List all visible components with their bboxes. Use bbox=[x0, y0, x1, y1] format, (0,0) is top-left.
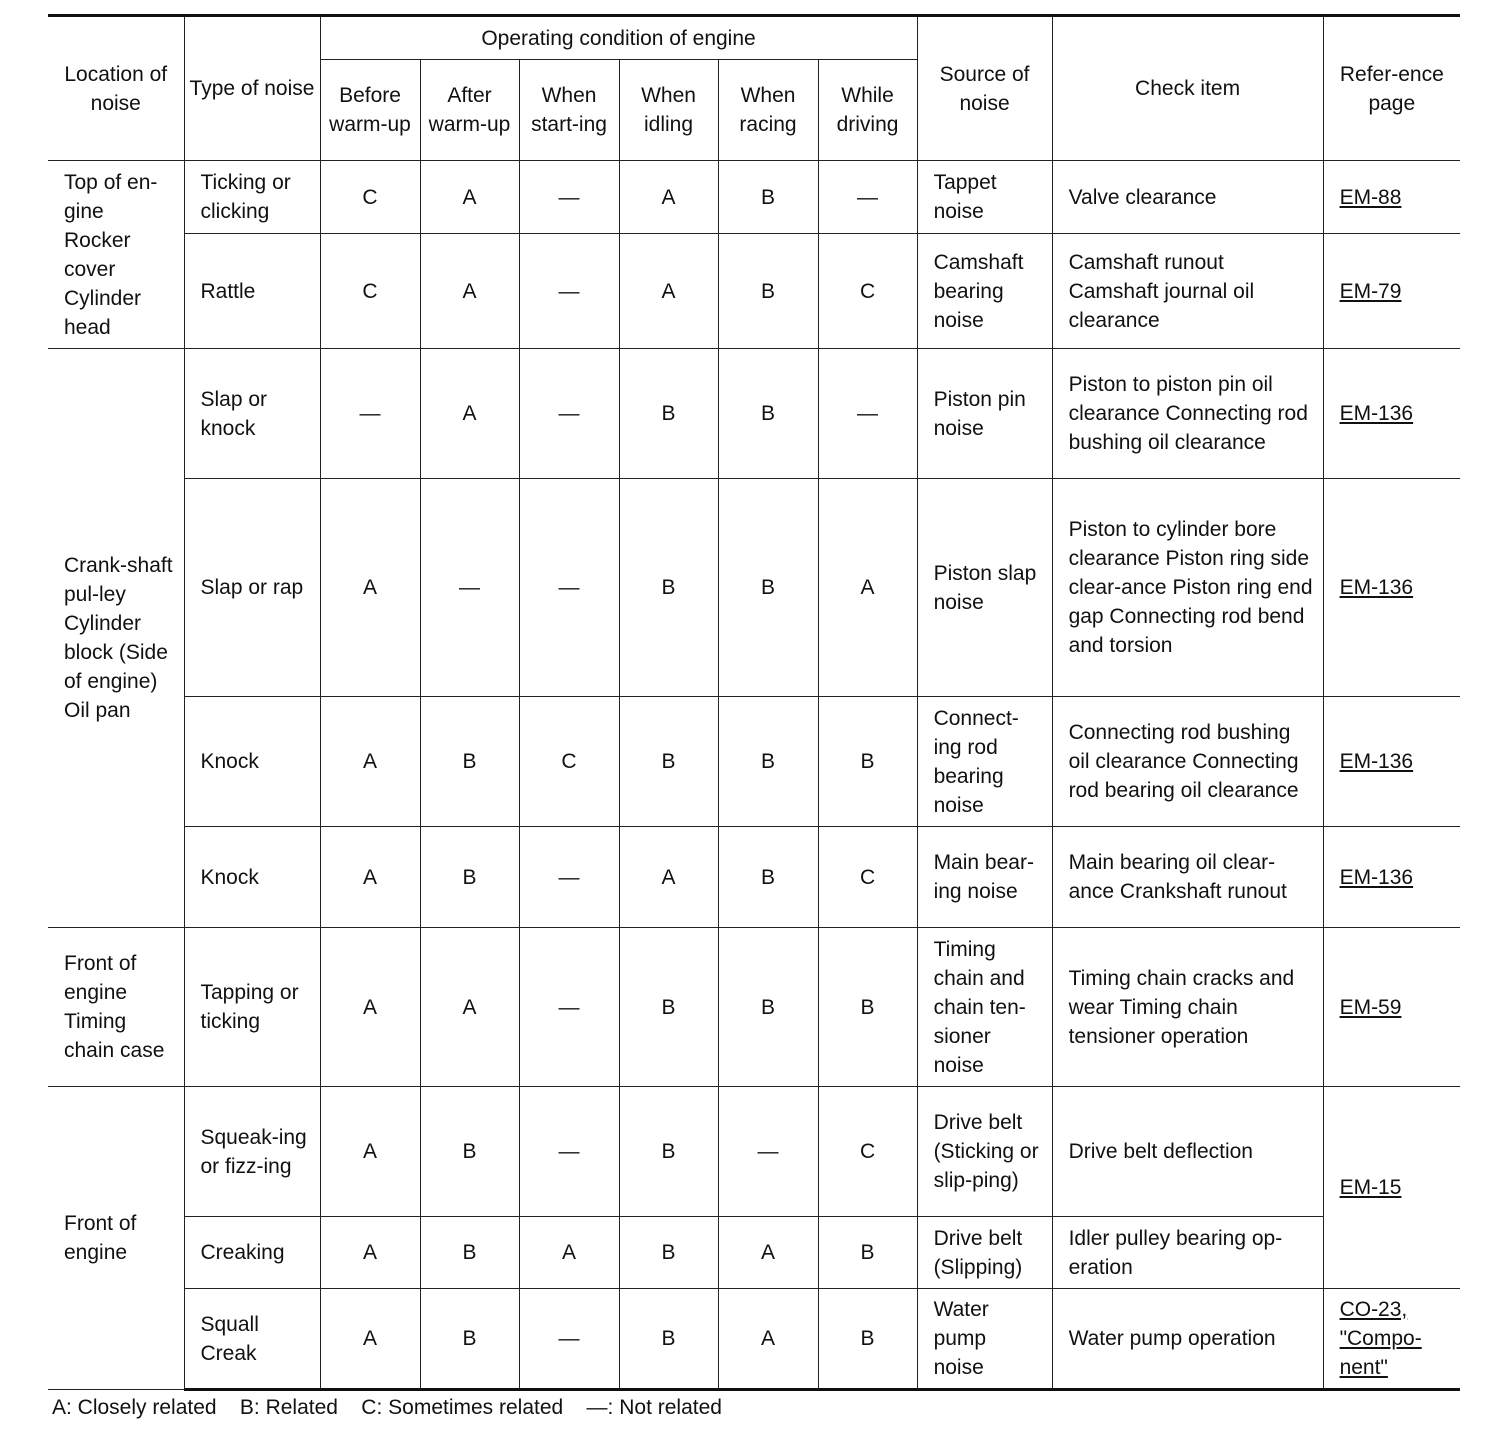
header-when-idling: When idling bbox=[619, 60, 718, 161]
condition-cell: C bbox=[519, 697, 619, 827]
condition-cell: B bbox=[619, 349, 718, 479]
condition-cell: B bbox=[718, 234, 818, 349]
condition-cell: B bbox=[718, 349, 818, 479]
noise-type-cell: Squeak-ing or fizz-ing bbox=[184, 1087, 320, 1217]
check-item-cell: Idler pulley bearing op-eration bbox=[1052, 1217, 1323, 1289]
condition-cell: B bbox=[818, 697, 917, 827]
noise-type-cell: Creaking bbox=[184, 1217, 320, 1289]
header-before-warm-up: Before warm-up bbox=[320, 60, 420, 161]
condition-cell: A bbox=[320, 479, 420, 697]
table-row bbox=[48, 928, 1460, 1087]
condition-cell: A bbox=[519, 1217, 619, 1289]
condition-cell: A bbox=[818, 479, 917, 697]
condition-cell: B bbox=[420, 1087, 519, 1217]
header-source: Source of noise bbox=[917, 16, 1052, 161]
condition-cell: B bbox=[619, 1217, 718, 1289]
condition-cell: A bbox=[718, 1217, 818, 1289]
condition-cell: A bbox=[320, 827, 420, 928]
condition-cell: — bbox=[420, 479, 519, 697]
table-row bbox=[48, 161, 1460, 234]
location-cell: Crank-shaft pul-ley Cylinder block (Side of engine) Oil pan bbox=[48, 349, 184, 928]
condition-cell: B bbox=[619, 928, 718, 1087]
header-while-driving: While driving bbox=[818, 60, 917, 161]
check-item-cell: Camshaft runout Camshaft journal oil clearance bbox=[1052, 234, 1323, 349]
source-cell: Main bear-ing noise bbox=[917, 827, 1052, 928]
header-when-racing: When racing bbox=[718, 60, 818, 161]
condition-cell: A bbox=[619, 161, 718, 234]
condition-cell: A bbox=[420, 161, 519, 234]
source-cell: Drive belt (Sticking or slip-ping) bbox=[917, 1087, 1052, 1217]
condition-cell: — bbox=[519, 827, 619, 928]
condition-cell: — bbox=[818, 349, 917, 479]
noise-diagnosis-table bbox=[48, 14, 1460, 1391]
condition-cell: B bbox=[619, 479, 718, 697]
condition-cell: C bbox=[320, 161, 420, 234]
reference-link[interactable]: EM-136 bbox=[1323, 479, 1460, 697]
table-row bbox=[48, 479, 1460, 697]
condition-cell: B bbox=[818, 1217, 917, 1289]
location-cell: Front of engine bbox=[48, 1087, 184, 1390]
header-when-starting: When start-ing bbox=[519, 60, 619, 161]
source-cell: Connect-ing rod bearing noise bbox=[917, 697, 1052, 827]
header-check-item: Check item bbox=[1052, 16, 1323, 161]
check-item-cell: Valve clearance bbox=[1052, 161, 1323, 234]
condition-cell: B bbox=[818, 1289, 917, 1390]
table-row bbox=[48, 349, 1460, 479]
location-cell: Top of en-gine Rocker cover Cylinder head bbox=[48, 161, 184, 349]
header-location: Location of noise bbox=[48, 16, 184, 161]
condition-cell: A bbox=[320, 1289, 420, 1390]
condition-cell: — bbox=[818, 161, 917, 234]
source-cell: Camshaft bearing noise bbox=[917, 234, 1052, 349]
table-row bbox=[48, 1217, 1460, 1289]
check-item-cell: Water pump operation bbox=[1052, 1289, 1323, 1390]
source-cell: Timing chain and chain ten-sioner noise bbox=[917, 928, 1052, 1087]
reference-link[interactable]: EM-136 bbox=[1323, 349, 1460, 479]
noise-type-cell: Squall Creak bbox=[184, 1289, 320, 1390]
table-row bbox=[48, 827, 1460, 928]
check-item-cell: Connecting rod bushing oil clearance Connecting rod bearing oil clearance bbox=[1052, 697, 1323, 827]
header-reference-page: Refer-ence page bbox=[1323, 16, 1460, 161]
noise-type-cell: Ticking or clicking bbox=[184, 161, 320, 234]
location-cell: Front of engine Timing chain case bbox=[48, 928, 184, 1087]
condition-cell: C bbox=[818, 234, 917, 349]
reference-link[interactable]: CO-23, "Compo-nent" bbox=[1323, 1289, 1460, 1390]
check-item-cell: Piston to cylinder bore clearance Piston ring side clear-ance Piston ring end gap Connecting rod bend and torsion bbox=[1052, 479, 1323, 697]
condition-cell: B bbox=[718, 827, 818, 928]
condition-cell: C bbox=[818, 1087, 917, 1217]
condition-cell: A bbox=[320, 1217, 420, 1289]
condition-cell: B bbox=[718, 928, 818, 1087]
condition-cell: — bbox=[519, 349, 619, 479]
legend: A: Closely related B: Related C: Sometimes related —: Not related bbox=[52, 1396, 722, 1419]
source-cell: Tappet noise bbox=[917, 161, 1052, 234]
source-cell: Water pump noise bbox=[917, 1289, 1052, 1390]
header-type: Type of noise bbox=[184, 16, 320, 161]
condition-cell: A bbox=[420, 928, 519, 1087]
condition-cell: A bbox=[320, 697, 420, 827]
condition-cell: A bbox=[718, 1289, 818, 1390]
source-cell: Piston slap noise bbox=[917, 479, 1052, 697]
condition-cell: B bbox=[420, 697, 519, 827]
reference-link[interactable]: EM-136 bbox=[1323, 827, 1460, 928]
condition-cell: A bbox=[619, 234, 718, 349]
reference-link[interactable]: EM-59 bbox=[1323, 928, 1460, 1087]
condition-cell: — bbox=[519, 479, 619, 697]
noise-type-cell: Slap or knock bbox=[184, 349, 320, 479]
condition-cell: — bbox=[519, 928, 619, 1087]
condition-cell: B bbox=[420, 827, 519, 928]
condition-cell: B bbox=[619, 1289, 718, 1390]
table-row bbox=[48, 697, 1460, 827]
condition-cell: — bbox=[718, 1087, 818, 1217]
check-item-cell: Piston to piston pin oil clearance Connecting rod bushing oil clearance bbox=[1052, 349, 1323, 479]
condition-cell: — bbox=[519, 234, 619, 349]
condition-cell: B bbox=[718, 697, 818, 827]
condition-cell: A bbox=[420, 349, 519, 479]
condition-cell: B bbox=[420, 1289, 519, 1390]
header-operating-condition: Operating condition of engine bbox=[320, 16, 917, 60]
condition-cell: — bbox=[519, 1289, 619, 1390]
noise-type-cell: Slap or rap bbox=[184, 479, 320, 697]
table-row bbox=[48, 1087, 1460, 1217]
noise-type-cell: Knock bbox=[184, 827, 320, 928]
noise-type-cell: Rattle bbox=[184, 234, 320, 349]
condition-cell: — bbox=[519, 161, 619, 234]
reference-link[interactable]: EM-79 bbox=[1323, 234, 1460, 349]
condition-cell: B bbox=[818, 928, 917, 1087]
table-row bbox=[48, 1289, 1460, 1390]
check-item-cell: Timing chain cracks and wear Timing chain tensioner operation bbox=[1052, 928, 1323, 1087]
condition-cell: C bbox=[818, 827, 917, 928]
condition-cell: A bbox=[619, 827, 718, 928]
noise-type-cell: Tapping or ticking bbox=[184, 928, 320, 1087]
condition-cell: A bbox=[320, 928, 420, 1087]
condition-cell: C bbox=[320, 234, 420, 349]
condition-cell: — bbox=[320, 349, 420, 479]
noise-type-cell: Knock bbox=[184, 697, 320, 827]
condition-cell: B bbox=[718, 479, 818, 697]
condition-cell: A bbox=[320, 1087, 420, 1217]
condition-cell: B bbox=[619, 1087, 718, 1217]
reference-link[interactable]: EM-136 bbox=[1323, 697, 1460, 827]
condition-cell: B bbox=[420, 1217, 519, 1289]
reference-link[interactable]: EM-15 bbox=[1323, 1087, 1460, 1289]
condition-cell: B bbox=[718, 161, 818, 234]
header-after-warm-up: After warm-up bbox=[420, 60, 519, 161]
check-item-cell: Main bearing oil clear-ance Crankshaft runout bbox=[1052, 827, 1323, 928]
reference-link[interactable]: EM-88 bbox=[1323, 161, 1460, 234]
table-row bbox=[48, 234, 1460, 349]
check-item-cell: Drive belt deflection bbox=[1052, 1087, 1323, 1217]
source-cell: Drive belt (Slipping) bbox=[917, 1217, 1052, 1289]
condition-cell: — bbox=[519, 1087, 619, 1217]
source-cell: Piston pin noise bbox=[917, 349, 1052, 479]
condition-cell: A bbox=[420, 234, 519, 349]
condition-cell: B bbox=[619, 697, 718, 827]
